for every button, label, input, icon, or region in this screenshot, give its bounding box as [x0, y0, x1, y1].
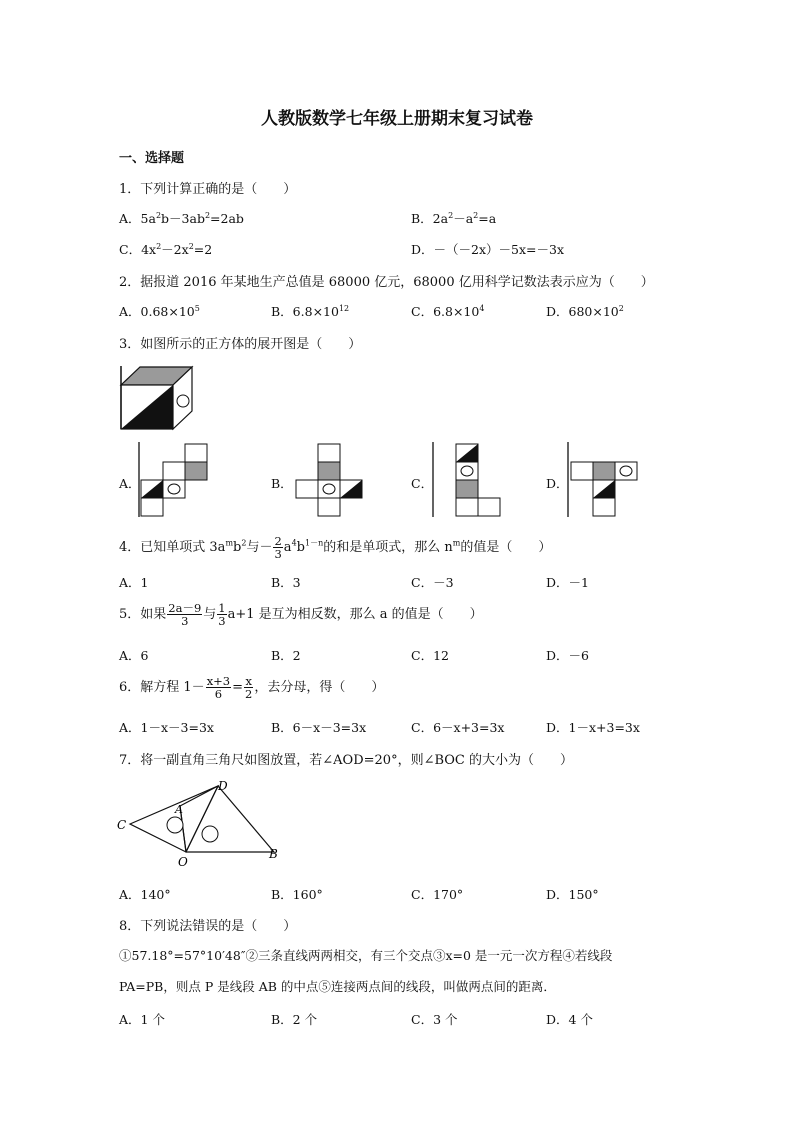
q5-option-b: B．2	[271, 648, 301, 663]
fraction: $\frac{2a-9}{3}$	[168, 601, 202, 629]
q6-option-b: B．6－x－3=3x	[271, 720, 367, 735]
page-title: 人教版数学七年级上册期末复习试卷	[261, 109, 533, 129]
q7-option-d: D．150°	[546, 887, 599, 902]
question-3-stem: 3．如图所示的正方体的展开图是（ ）	[119, 337, 362, 352]
q8-option-a: A．1 个	[119, 1012, 165, 1027]
q4-option-c: C．－3	[411, 575, 454, 590]
question-8-stem: 8．下列说法错误的是（ ）	[119, 919, 297, 934]
q1-option-c: C．$4x^2-2x^2=2$	[119, 241, 213, 257]
fraction: $\frac{x+3}{6}$	[206, 674, 231, 702]
fraction: $\frac{2}{3}$	[274, 534, 282, 562]
q2-option-a: A．$0.68\times 10^5$	[119, 303, 200, 319]
label-d: D	[218, 779, 228, 793]
label-o: O	[178, 855, 188, 869]
cube-figure	[119, 365, 194, 431]
q4-option-d: D．－1	[546, 575, 589, 590]
q2-option-d: D．$680\times 10^2$	[546, 303, 624, 319]
q1-option-d: D．－（－2x）－5x=－3x	[411, 242, 565, 257]
net-c-figure	[432, 442, 504, 520]
label-c: C	[117, 818, 127, 832]
question-8-line-2: PA=PB，则点 P 是线段 AB 的中点⑤连接两点间的线段，叫做两点间的距离．	[119, 979, 556, 994]
q8-option-d: D．4 个	[546, 1012, 593, 1027]
fraction: $\frac{x}{2}$	[245, 674, 253, 702]
q4-option-b: B．3	[271, 575, 301, 590]
q6-option-c: C．6－x+3=3x	[411, 720, 505, 735]
question-7-stem: 7．将一副直角三角尺如图放置，若∠AOD=20°，则∠BOC 的大小为（ ）	[119, 753, 573, 768]
q5-option-c: C．12	[411, 648, 449, 663]
section-heading: 一、选择题	[119, 151, 185, 166]
q4-option-a: A．1	[119, 575, 149, 590]
q7-option-a: A．140°	[119, 887, 171, 902]
net-b-figure	[296, 442, 366, 520]
q5-option-d: D．－6	[546, 648, 589, 663]
q8-option-c: C．3 个	[411, 1012, 458, 1027]
q6-option-a: A．1－x－3=3x	[119, 720, 214, 735]
q1-option-a: A．$5a^2b-3ab^2=2ab$	[119, 210, 244, 226]
q2-option-b: B．$6.8\times 10^{12}$	[271, 303, 350, 319]
q5-option-a: A．6	[119, 648, 149, 663]
question-6-stem: 6．解方程 1－ $\frac{x+3}{6}$ = $\frac{x}{2}$ ，去分母，得（ ）	[119, 674, 385, 702]
net-d-figure	[567, 442, 639, 520]
net-a-figure	[138, 442, 210, 520]
fraction: $\frac{1}{3}$	[218, 601, 226, 629]
label-a: A	[175, 803, 183, 816]
question-4-stem: 4．已知单项式 $3a^mb^2$与－ $\frac{2}{3}$ $a^4b^{1-n}$的和是单项式，那么 $n^m$的值是（ ）	[119, 534, 552, 562]
question-5-stem: 5．如果 $\frac{2a-9}{3}$ 与 $\frac{1}{3}$ a+1 是互为相反数，那么 a 的值是（ ）	[119, 601, 483, 629]
question-2-stem: 2．据报道 2016 年某地生产总值是 68000 亿元，68000 亿用科学记数法表示应为（ ）	[119, 275, 654, 290]
question-1-stem: 1．下列计算正确的是（ ）	[119, 182, 297, 197]
q2-option-c: C．$6.8\times 10^4$	[411, 303, 485, 319]
q3-option-b: B．	[271, 476, 293, 491]
q3-option-c: C．	[411, 476, 434, 491]
label-b: B	[269, 847, 278, 861]
q3-option-d: D．	[546, 476, 569, 491]
q1-option-b: B．$2a^2-a^2=a$	[411, 210, 497, 226]
q3-option-a: A．	[119, 476, 141, 491]
q7-option-b: B．160°	[271, 887, 323, 902]
question-8-line-1: ①57.18°=57°10′48″②三条直线两两相交，有三个交点③x=0 是一元一次方程④若线段	[119, 948, 613, 963]
q8-option-b: B．2 个	[271, 1012, 318, 1027]
triangle-figure	[114, 778, 289, 870]
q7-option-c: C．170°	[411, 887, 464, 902]
q6-option-d: D．1－x+3=3x	[546, 720, 640, 735]
